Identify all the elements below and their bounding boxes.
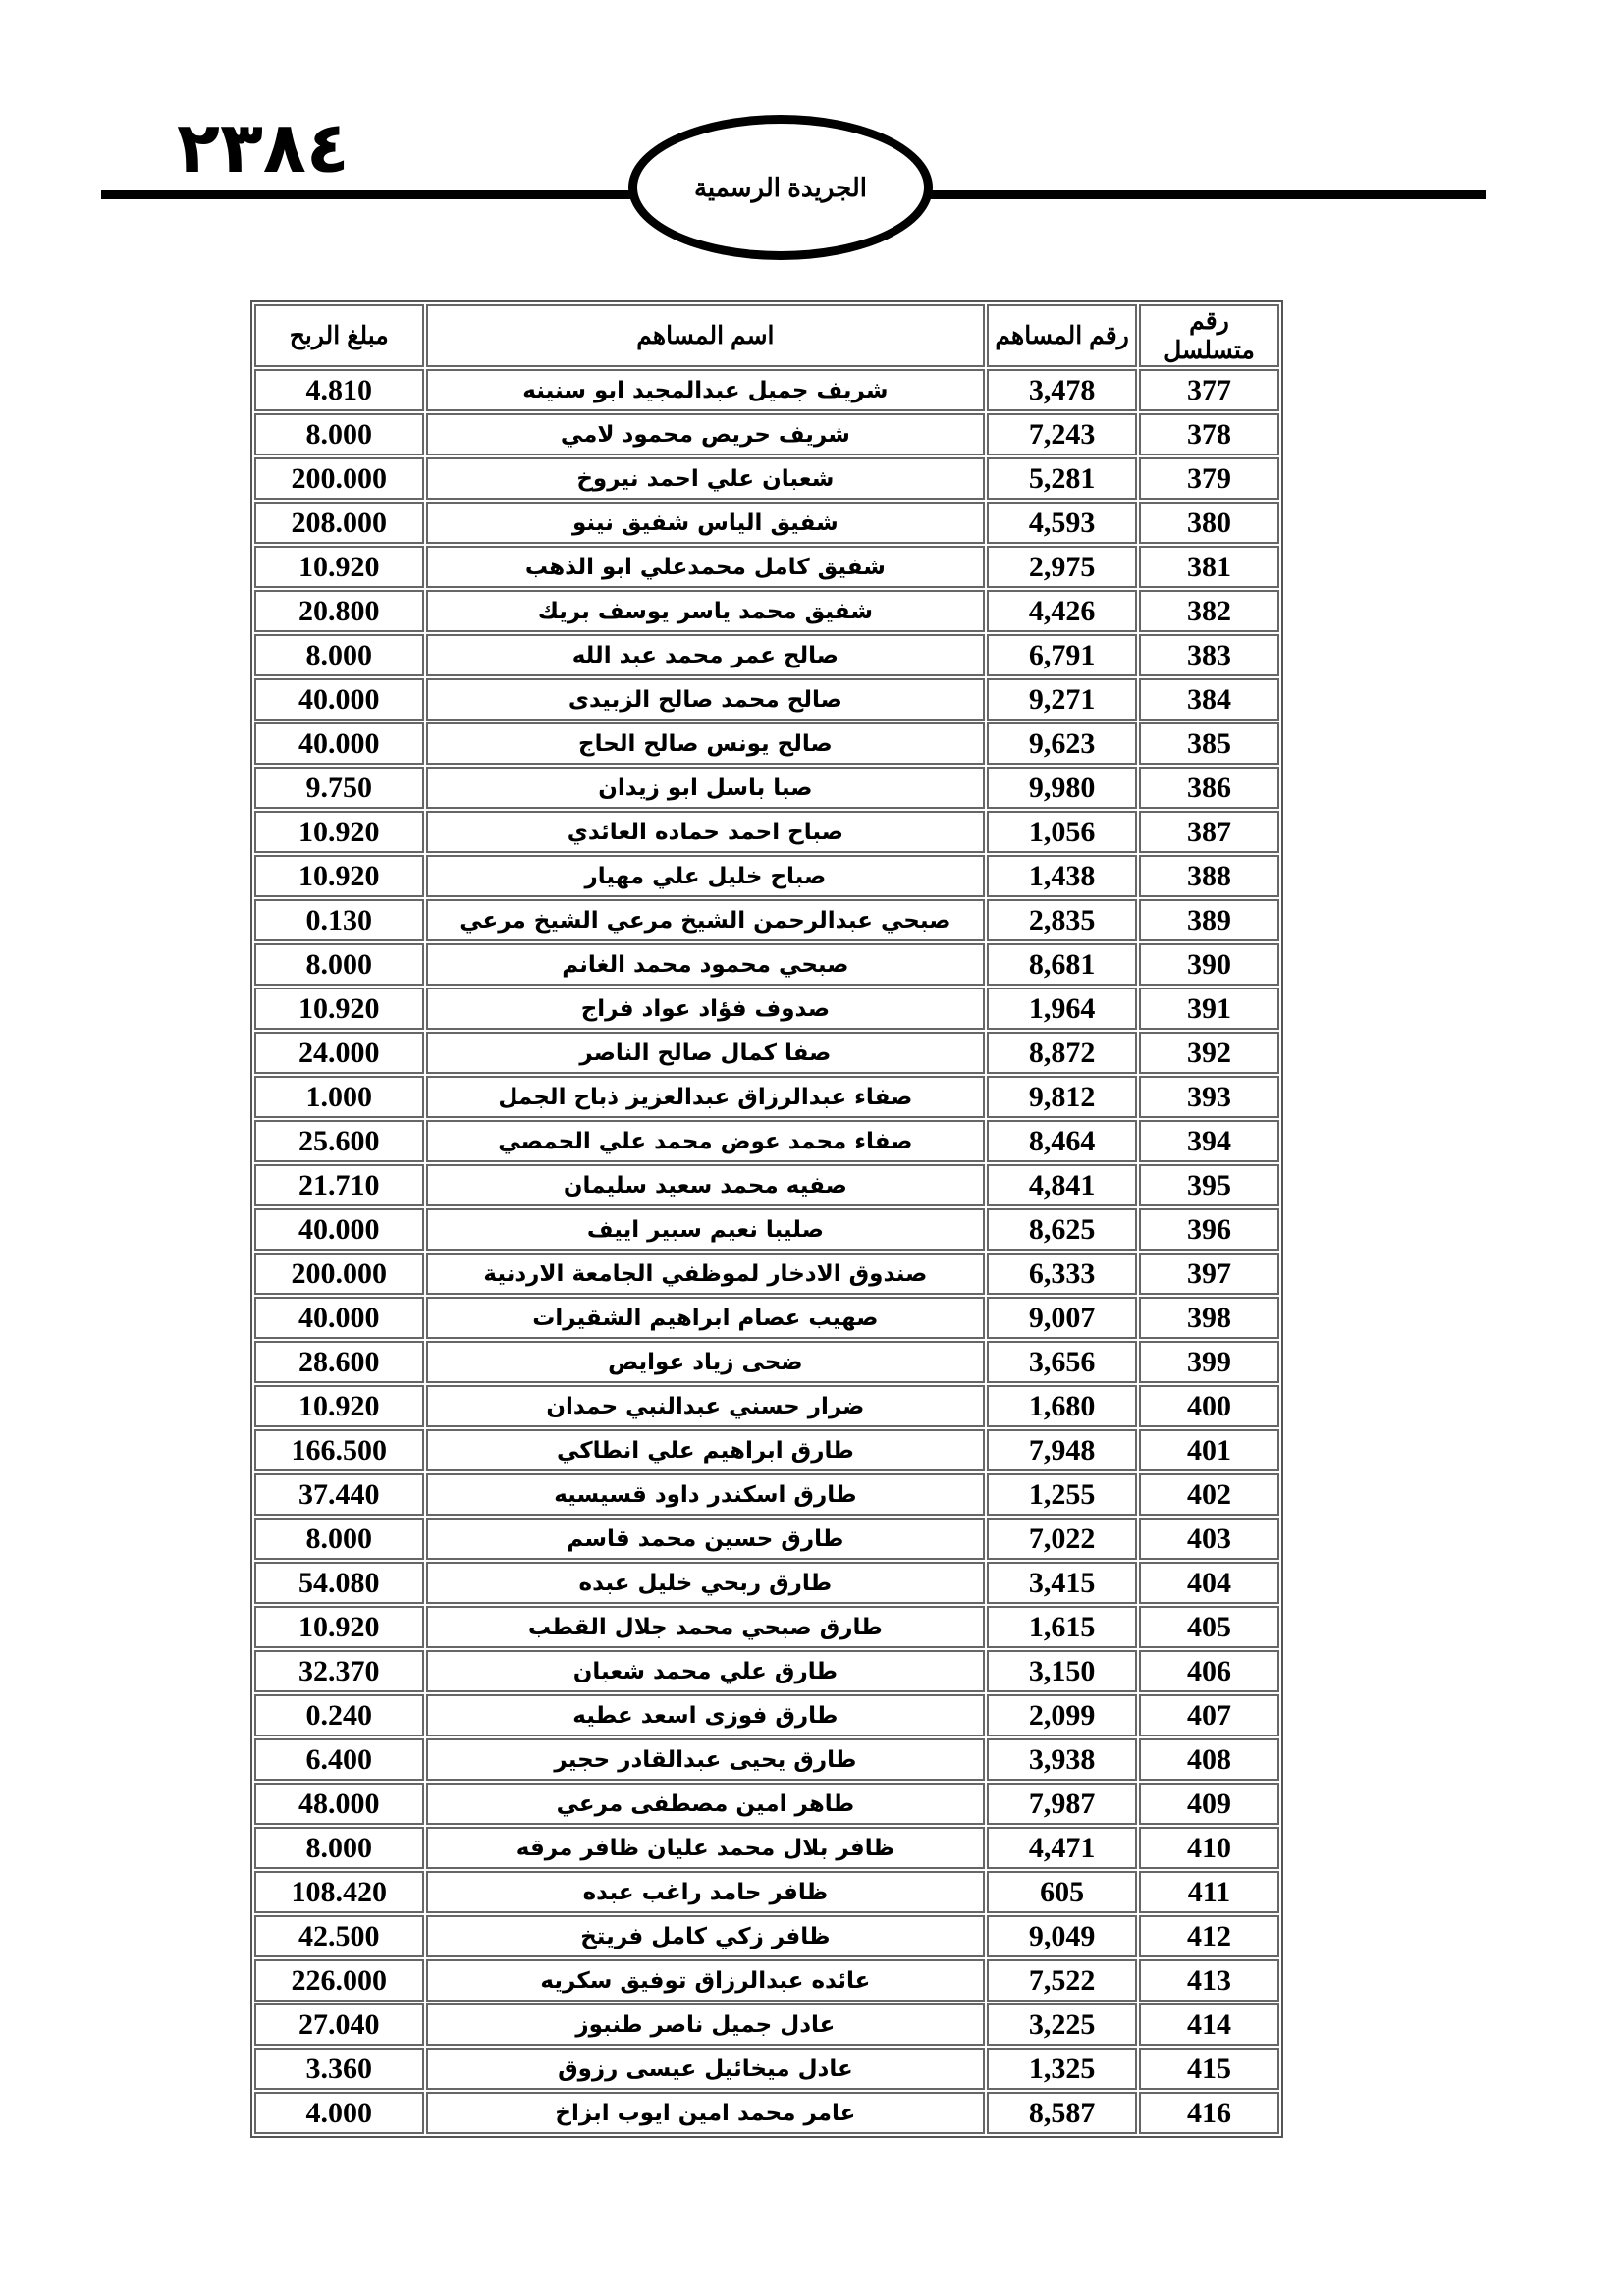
table-row [254, 1253, 1279, 1295]
shareholder-number-cell: 1,056 [987, 811, 1137, 853]
serial-cell: 411 [1139, 1871, 1279, 1913]
dividend-amount-cell: 9.750 [254, 767, 424, 809]
serial-cell: 390 [1139, 943, 1279, 986]
table-row [254, 1208, 1279, 1251]
shareholder-name-cell: صباح احمد حماده العائدي [426, 811, 986, 853]
shareholder-name-cell: صليبا نعيم سبير اييف [426, 1208, 986, 1251]
shareholder-name-cell: طارق يحيى عبدالقادر حجير [426, 1738, 986, 1781]
dividend-amount-cell: 200.000 [254, 457, 424, 500]
shareholder-number-cell: 3,656 [987, 1341, 1137, 1383]
table-row [254, 457, 1279, 500]
table-row [254, 1164, 1279, 1206]
shareholder-name-cell: طارق صبحي محمد جلال القطب [426, 1606, 986, 1648]
page-number: ٢٣٨٤ [177, 106, 350, 188]
table-row [254, 855, 1279, 897]
table-row [254, 1959, 1279, 2002]
table-row [254, 1120, 1279, 1162]
shareholder-name-cell: طارق حسين محمد قاسم [426, 1518, 986, 1560]
dividend-amount-cell: 37.440 [254, 1473, 424, 1516]
shareholder-number-cell: 1,680 [987, 1385, 1137, 1427]
shareholder-name-cell: ظافر حامد راغب عبده [426, 1871, 986, 1913]
shareholder-name-cell: صفا كمال صالح الناصر [426, 1032, 986, 1074]
serial-cell: 398 [1139, 1297, 1279, 1339]
serial-cell: 406 [1139, 1650, 1279, 1692]
table-row [254, 2048, 1279, 2090]
serial-cell: 382 [1139, 590, 1279, 632]
dividend-amount-cell: 10.920 [254, 988, 424, 1030]
table-header-row [254, 304, 1279, 367]
shareholder-name-cell: صهيب عصام ابراهيم الشقيرات [426, 1297, 986, 1339]
shareholder-number-cell: 1,964 [987, 988, 1137, 1030]
shareholder-number-cell: 1,615 [987, 1606, 1137, 1648]
shareholder-number-cell: 7,022 [987, 1518, 1137, 1560]
col-serial: رقم متسلسل [1139, 304, 1279, 367]
table-row [254, 899, 1279, 941]
serial-cell: 415 [1139, 2048, 1279, 2090]
table-row [254, 1429, 1279, 1471]
shareholder-name-cell: شفيق الياس شفيق نينو [426, 502, 986, 544]
shareholder-name-cell: صفيه محمد سعيد سليمان [426, 1164, 986, 1206]
shareholder-name-cell: صفاء عبدالرزاق عبدالعزيز ذباح الجمل [426, 1076, 986, 1118]
serial-cell: 405 [1139, 1606, 1279, 1648]
dividend-amount-cell: 8.000 [254, 1827, 424, 1869]
shareholder-name-cell: عادل جميل ناصر طنبوز [426, 2003, 986, 2046]
shareholder-number-cell: 2,099 [987, 1694, 1137, 1736]
shareholder-number-cell: 8,587 [987, 2092, 1137, 2134]
shareholder-name-cell: ظافر بلال محمد عليان ظافر مرقه [426, 1827, 986, 1869]
shareholder-number-cell: 7,987 [987, 1783, 1137, 1825]
serial-cell: 392 [1139, 1032, 1279, 1074]
table-row [254, 1871, 1279, 1913]
dividend-amount-cell: 25.600 [254, 1120, 424, 1162]
shareholder-number-cell: 3,225 [987, 2003, 1137, 2046]
table-row [254, 413, 1279, 455]
shareholder-number-cell: 4,471 [987, 1827, 1137, 1869]
dividend-amount-cell: 27.040 [254, 2003, 424, 2046]
serial-cell: 387 [1139, 811, 1279, 853]
shareholder-name-cell: صفاء محمد عوض محمد علي الحمصي [426, 1120, 986, 1162]
table-row [254, 369, 1279, 411]
shareholder-name-cell: شريف حريص محمود لامي [426, 413, 986, 455]
dividend-amount-cell: 4.000 [254, 2092, 424, 2134]
shareholder-name-cell: صباح خليل علي مهيار [426, 855, 986, 897]
shareholder-number-cell: 9,980 [987, 767, 1137, 809]
shareholder-number-cell: 7,948 [987, 1429, 1137, 1471]
table-row [254, 1385, 1279, 1427]
table-row [254, 546, 1279, 588]
serial-cell: 400 [1139, 1385, 1279, 1427]
serial-cell: 389 [1139, 899, 1279, 941]
dividend-amount-cell: 3.360 [254, 2048, 424, 2090]
shareholder-number-cell: 4,426 [987, 590, 1137, 632]
shareholder-number-cell: 4,593 [987, 502, 1137, 544]
dividend-amount-cell: 0.130 [254, 899, 424, 941]
dividend-amount-cell: 4.810 [254, 369, 424, 411]
serial-cell: 410 [1139, 1827, 1279, 1869]
shareholder-name-cell: شعبان علي احمد نيروخ [426, 457, 986, 500]
shareholder-number-cell: 9,271 [987, 678, 1137, 721]
shareholder-name-cell: صبا باسل ابو زيدان [426, 767, 986, 809]
serial-cell: 404 [1139, 1562, 1279, 1604]
serial-cell: 383 [1139, 634, 1279, 676]
table-row [254, 988, 1279, 1030]
dividend-amount-cell: 20.800 [254, 590, 424, 632]
table-body [254, 369, 1279, 2134]
shareholder-number-cell: 1,438 [987, 855, 1137, 897]
shareholder-name-cell: ضحى زياد عوايص [426, 1341, 986, 1383]
table-row [254, 811, 1279, 853]
shareholder-number-cell: 605 [987, 1871, 1137, 1913]
shareholder-number-cell: 2,835 [987, 899, 1137, 941]
shareholder-name-cell: طارق علي محمد شعبان [426, 1650, 986, 1692]
table-row [254, 1915, 1279, 1957]
shareholder-name-cell: صبحي عبدالرحمن الشيخ مرعي الشيخ مرعي [426, 899, 986, 941]
shareholder-number-cell: 8,625 [987, 1208, 1137, 1251]
serial-cell: 396 [1139, 1208, 1279, 1251]
shareholder-name-cell: شفيق كامل محمدعلي ابو الذهب [426, 546, 986, 588]
shareholder-number-cell: 7,522 [987, 1959, 1137, 2002]
serial-cell: 408 [1139, 1738, 1279, 1781]
shareholder-number-cell: 1,325 [987, 2048, 1137, 2090]
publication-oval [628, 115, 933, 260]
table-row [254, 502, 1279, 544]
shareholder-number-cell: 9,623 [987, 722, 1137, 765]
serial-cell: 385 [1139, 722, 1279, 765]
serial-cell: 391 [1139, 988, 1279, 1030]
dividend-amount-cell: 200.000 [254, 1253, 424, 1295]
shareholder-name-cell: طارق فوزى اسعد عطيه [426, 1694, 986, 1736]
shareholder-number-cell: 1,255 [987, 1473, 1137, 1516]
serial-cell: 378 [1139, 413, 1279, 455]
shareholder-name-cell: صدوف فؤاد عواد فراج [426, 988, 986, 1030]
serial-cell: 409 [1139, 1783, 1279, 1825]
serial-cell: 414 [1139, 2003, 1279, 2046]
serial-cell: 413 [1139, 1959, 1279, 2002]
table-row [254, 943, 1279, 986]
table-row [254, 1783, 1279, 1825]
shareholder-number-cell: 9,007 [987, 1297, 1137, 1339]
shareholder-name-cell: طارق ربحي خليل عبده [426, 1562, 986, 1604]
dividend-amount-cell: 1.000 [254, 1076, 424, 1118]
shareholder-name-cell: صالح عمر محمد عبد الله [426, 634, 986, 676]
dividend-amount-cell: 40.000 [254, 1297, 424, 1339]
dividend-amount-cell: 6.400 [254, 1738, 424, 1781]
table-row [254, 1738, 1279, 1781]
serial-cell: 397 [1139, 1253, 1279, 1295]
serial-cell: 394 [1139, 1120, 1279, 1162]
dividend-amount-cell: 28.600 [254, 1341, 424, 1383]
table-row [254, 1606, 1279, 1648]
shareholder-number-cell: 8,872 [987, 1032, 1137, 1074]
shareholder-number-cell: 8,681 [987, 943, 1137, 986]
dividend-amount-cell: 24.000 [254, 1032, 424, 1074]
serial-cell: 380 [1139, 502, 1279, 544]
shareholder-name-cell: عامر محمد امين ايوب ابزاخ [426, 2092, 986, 2134]
dividend-amount-cell: 21.710 [254, 1164, 424, 1206]
shareholder-name-cell: عادل ميخائيل عيسى رزوق [426, 2048, 986, 2090]
shareholder-name-cell: صندوق الادخار لموظفي الجامعة الاردنية [426, 1253, 986, 1295]
serial-cell: 399 [1139, 1341, 1279, 1383]
dividend-amount-cell: 10.920 [254, 1606, 424, 1648]
table-row [254, 722, 1279, 765]
table-row [254, 1694, 1279, 1736]
shareholder-name-cell: شفيق محمد ياسر يوسف بريك [426, 590, 986, 632]
shareholder-name-cell: شريف جميل عبدالمجيد ابو سنينه [426, 369, 986, 411]
serial-cell: 407 [1139, 1694, 1279, 1736]
shareholder-name-cell: عائده عبدالرزاق توفيق سكريه [426, 1959, 986, 2002]
shareholder-name-cell: طارق ابراهيم علي انطاكي [426, 1429, 986, 1471]
dividend-amount-cell: 226.000 [254, 1959, 424, 2002]
shareholder-number-cell: 8,464 [987, 1120, 1137, 1162]
table-row [254, 1827, 1279, 1869]
serial-cell: 402 [1139, 1473, 1279, 1516]
shareholder-name-cell: ضرار حسني عبدالنبي حمدان [426, 1385, 986, 1427]
table-row [254, 767, 1279, 809]
dividend-amount-cell: 8.000 [254, 413, 424, 455]
table-row [254, 1297, 1279, 1339]
shareholder-number-cell: 7,243 [987, 413, 1137, 455]
dividend-amount-cell: 40.000 [254, 1208, 424, 1251]
shareholder-number-cell: 2,975 [987, 546, 1137, 588]
dividend-amount-cell: 42.500 [254, 1915, 424, 1957]
serial-cell: 386 [1139, 767, 1279, 809]
table-row [254, 1032, 1279, 1074]
table-row [254, 1341, 1279, 1383]
serial-cell: 377 [1139, 369, 1279, 411]
dividend-amount-cell: 108.420 [254, 1871, 424, 1913]
table-row [254, 2092, 1279, 2134]
shareholder-number-cell: 3,150 [987, 1650, 1137, 1692]
dividend-amount-cell: 0.240 [254, 1694, 424, 1736]
dividend-amount-cell: 10.920 [254, 1385, 424, 1427]
table-row [254, 1562, 1279, 1604]
serial-cell: 388 [1139, 855, 1279, 897]
dividend-amount-cell: 40.000 [254, 678, 424, 721]
serial-cell: 412 [1139, 1915, 1279, 1957]
dividend-amount-cell: 208.000 [254, 502, 424, 544]
dividend-amount-cell: 8.000 [254, 943, 424, 986]
table-row [254, 678, 1279, 721]
col-dividend-amount: مبلغ الربح [254, 304, 424, 367]
serial-cell: 403 [1139, 1518, 1279, 1560]
serial-cell: 401 [1139, 1429, 1279, 1471]
table-row [254, 1518, 1279, 1560]
shareholder-number-cell: 5,281 [987, 457, 1137, 500]
serial-cell: 379 [1139, 457, 1279, 500]
col-shareholder-name: اسم المساهم [426, 304, 986, 367]
shareholder-number-cell: 6,791 [987, 634, 1137, 676]
shareholder-number-cell: 3,415 [987, 1562, 1137, 1604]
publication-title: الجريدة الرسمية [693, 172, 868, 202]
table-row [254, 1076, 1279, 1118]
dividend-amount-cell: 10.920 [254, 546, 424, 588]
shareholder-name-cell: صالح محمد صالح الزبيدى [426, 678, 986, 721]
table-row [254, 1473, 1279, 1516]
serial-cell: 395 [1139, 1164, 1279, 1206]
table-row [254, 590, 1279, 632]
shareholder-name-cell: صالح يونس صالح الحاج [426, 722, 986, 765]
shareholder-number-cell: 3,478 [987, 369, 1137, 411]
dividend-amount-cell: 8.000 [254, 634, 424, 676]
shareholder-number-cell: 9,812 [987, 1076, 1137, 1118]
serial-cell: 416 [1139, 2092, 1279, 2134]
serial-cell: 381 [1139, 546, 1279, 588]
dividend-amount-cell: 48.000 [254, 1783, 424, 1825]
shareholder-number-cell: 6,333 [987, 1253, 1137, 1295]
table-row [254, 1650, 1279, 1692]
dividend-amount-cell: 10.920 [254, 855, 424, 897]
shareholder-name-cell: ظافر زكي كامل فريتخ [426, 1915, 986, 1957]
shareholders-table [250, 300, 1283, 2138]
serial-cell: 384 [1139, 678, 1279, 721]
shareholder-name-cell: طارق اسكندر داود قسيسيه [426, 1473, 986, 1516]
shareholder-number-cell: 3,938 [987, 1738, 1137, 1781]
dividend-amount-cell: 8.000 [254, 1518, 424, 1560]
shareholder-number-cell: 9,049 [987, 1915, 1137, 1957]
dividend-amount-cell: 54.080 [254, 1562, 424, 1604]
col-shareholder-number: رقم المساهم [987, 304, 1137, 367]
dividend-amount-cell: 166.500 [254, 1429, 424, 1471]
shareholder-name-cell: صبحي محمود محمد الغانم [426, 943, 986, 986]
serial-cell: 393 [1139, 1076, 1279, 1118]
dividend-amount-cell: 32.370 [254, 1650, 424, 1692]
table-row [254, 634, 1279, 676]
shareholder-name-cell: طاهر امين مصطفى مرعي [426, 1783, 986, 1825]
table-row [254, 2003, 1279, 2046]
dividend-amount-cell: 10.920 [254, 811, 424, 853]
shareholder-number-cell: 4,841 [987, 1164, 1137, 1206]
dividend-amount-cell: 40.000 [254, 722, 424, 765]
